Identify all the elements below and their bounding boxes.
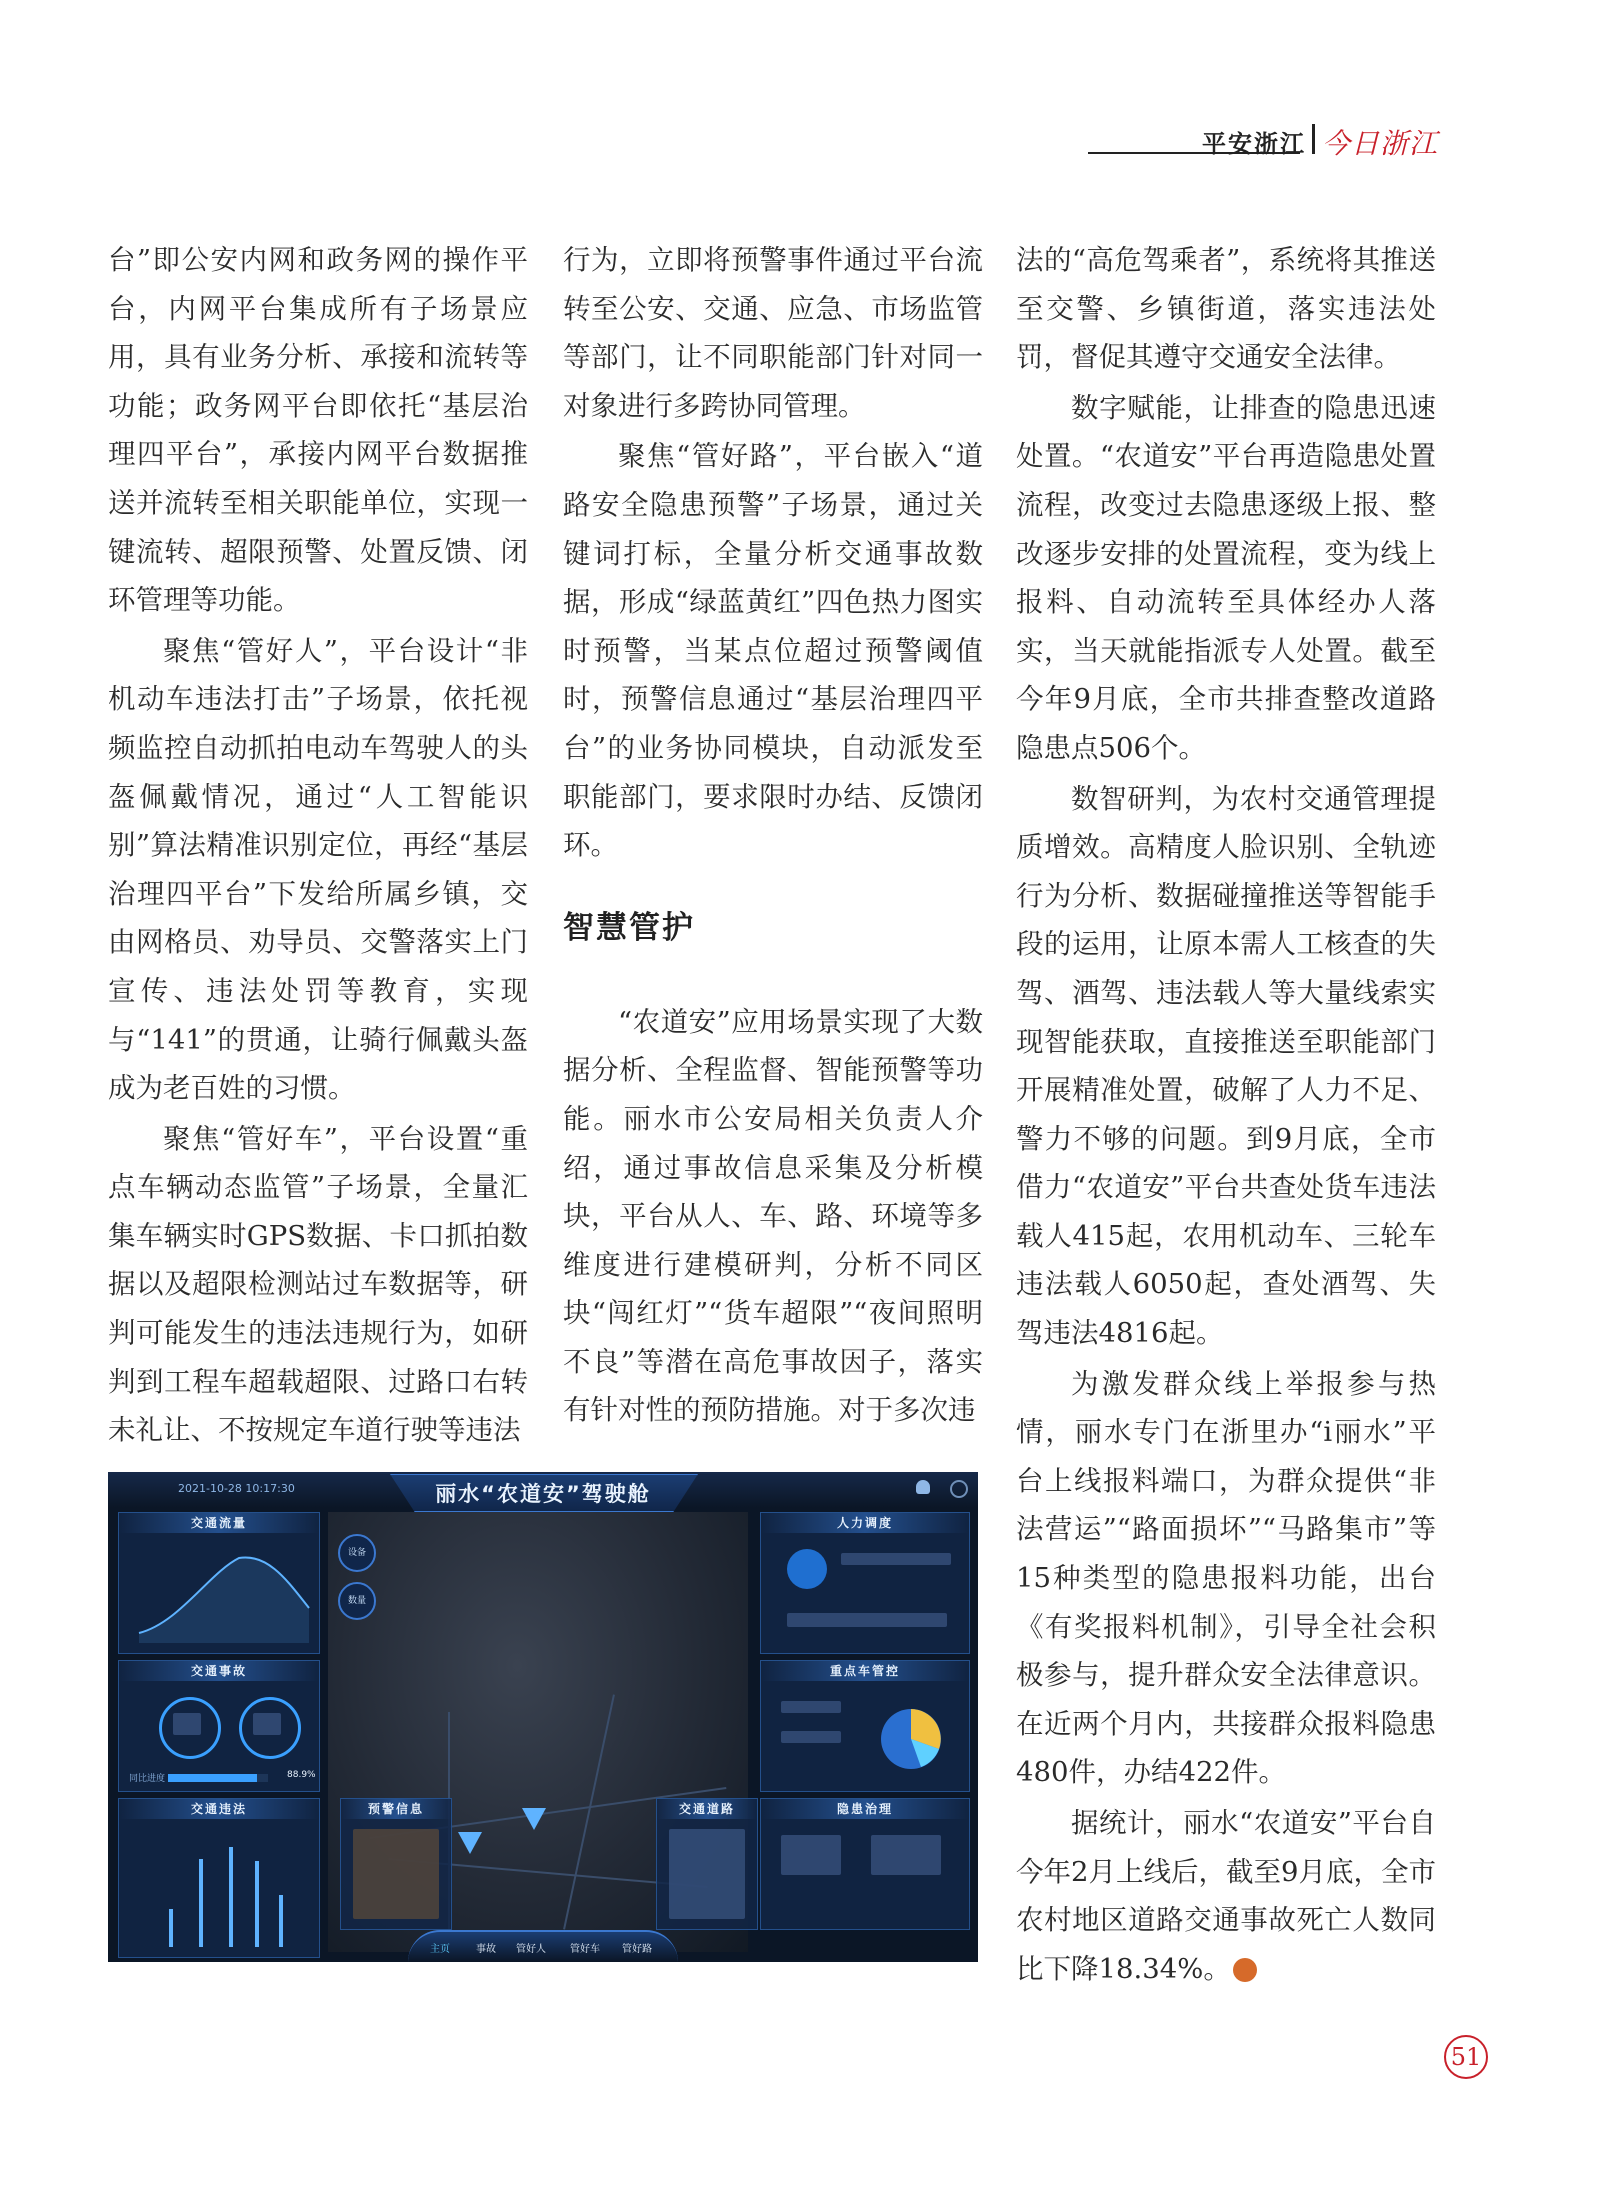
blurred-content [669, 1829, 745, 1919]
header-divider [1312, 124, 1315, 154]
warning-panel [340, 1798, 452, 1930]
gear-icon [950, 1480, 968, 1498]
blurred-content [353, 1829, 439, 1919]
nav-manage-roads[interactable]: 管好路 [622, 1944, 652, 1955]
dashboard-screenshot [108, 1472, 978, 1962]
device-badge: 设备 [338, 1534, 376, 1572]
officer-icon [787, 1549, 827, 1589]
text-column-1 [108, 236, 528, 1457]
panel-title: 交通违法 [119, 1799, 319, 1819]
magazine-logo: 今日浙江 [1322, 127, 1439, 160]
nav-manage-people[interactable]: 管好人 [516, 1944, 546, 1955]
paragraph: “农道安”应用场景实现了大数据分析、全程监督、智能预警等功能。丽水市公安局相关负责人介绍，通过事故信息采集及分析模块，平台从人、车、路、环境等多维度进行建模研判，分析不同区块“闯红灯”“货车超限”“夜间照明不良”等潜在高危事故因子，落实有针对性的预防措施。对于多次违 [563, 1005, 983, 1427]
traffic-violation-panel [118, 1798, 320, 1958]
paragraph: 行为，立即将预警事件通过平台流转至公安、交通、应急、市场监管等部门，让不同职能部门针对同一对象进行多跨协同管理。 [563, 244, 983, 422]
hazard-panel [760, 1798, 970, 1930]
paragraph: 聚焦“管好路”，平台嵌入“道路安全隐患预警”子场景，通过关键词打标，全量分析交通事故数据，形成“绿蓝黄红”四色热力图实时预警，当某点位超过预警阈值时，预警信息通过“基层治理四平台”的业务协同模块，自动派发至职能部门，要求限时办结、反馈闭环。 [563, 440, 983, 862]
section-heading: 智慧管护 [563, 909, 695, 946]
vehicle-pie [761, 1661, 969, 1791]
panel-title: 隐患治理 [761, 1799, 969, 1819]
blurred-value [871, 1835, 941, 1875]
panel-title: 交通事故 [119, 1661, 319, 1681]
end-mark-icon [1233, 1958, 1257, 1982]
blurred-value [781, 1731, 841, 1743]
paragraph: 为激发群众线上举报参与热情，丽水专门在浙里办“i丽水”平台上线报料端口，为群众提供“非法营运”“路面损坏”“马路集市”等15种类型的隐患报料功能，出台《有奖报料机制》，引导全社会积极参与，提升群众安全法律意识。在近两个月内，共接群众报料隐患480件，办结422件。 [1016, 1367, 1436, 1789]
nav-accident[interactable]: 事故 [476, 1944, 496, 1955]
paragraph: 聚焦“管好人”，平台设计“非机动车违法打击”子场景，依托视频监控自动抓拍电动车驾驶人的头盔佩戴情况，通过“人工智能识别”算法精准识别定位，再经“基层治理四平台”下发给所属乡镇，交由网格员、劝导员、交警落实上门宣传、违法处罚等教育，实现与“141”的贯通，让骑行佩戴头盔成为老百姓的习惯。 [108, 634, 528, 1105]
violation-bars [119, 1799, 319, 1957]
progress-value: 88.9% [287, 1770, 316, 1780]
count-badge: 数量 [338, 1582, 376, 1620]
map-marker-icon [458, 1832, 482, 1854]
panel-title: 人力调度 [761, 1513, 969, 1533]
traffic-flow-panel [118, 1512, 320, 1654]
paragraph: 台”即公安内网和政务网的操作平台，内网平台集成所有子场景应用，具有业务分析、承接和流转等功能；政务网平台即依托“基层治理四平台”，承接内网平台数据推送并流转至相关职能单位，实现一键流转、超限预警、处置反馈、闭环管理等功能。 [108, 244, 528, 617]
nav-home[interactable]: 主页 [430, 1944, 450, 1955]
panel-title: 交通流量 [119, 1513, 319, 1533]
panel-title: 交通道路 [657, 1799, 757, 1819]
map-marker-icon [522, 1808, 546, 1830]
dashboard-timestamp: 2021-10-28 10:17:30 [178, 1482, 295, 1495]
nav-manage-vehicles[interactable]: 管好车 [570, 1944, 600, 1955]
paragraph: 法的“高危驾乘者”，系统将其推送至交警、乡镇街道，落实违法处罚，督促其遵守交通安全法律。 [1016, 244, 1436, 374]
final-sentence: 据统计，丽水“农道安”平台自今年2月上线后，截至9月底，全市农村地区道路交通事故死亡人数同比下降18.34%。 [1016, 1807, 1436, 1985]
blurred-value [787, 1613, 947, 1627]
blurred-value [781, 1835, 841, 1875]
progress-label: 同比进度 [129, 1774, 166, 1784]
personnel-panel [760, 1512, 970, 1654]
blurred-value [253, 1713, 281, 1735]
text-column-3 [1016, 236, 1436, 1995]
blurred-value [173, 1713, 201, 1735]
blurred-value [841, 1553, 951, 1565]
flow-curve [119, 1513, 319, 1653]
key-vehicle-panel [760, 1660, 970, 1792]
paragraph: 数字赋能，让排查的隐患迅速处置。“农道安”平台再造隐患处置流程，改变过去隐患逐级上报、整改逐步安排的处置流程，变为线上报料、自动流转至具体经办人落实，当天就能指派专人处置。截至今年9月底，全市共排查整改道路隐患点506个。 [1016, 391, 1436, 764]
progress-fill [168, 1774, 257, 1782]
blurred-value [781, 1701, 841, 1713]
traffic-road-panel [656, 1798, 758, 1930]
map-road [563, 1694, 615, 1929]
paragraph: 数智研判，为农村交通管理提质增效。高精度人脸识别、全轨迹行为分析、数据碰撞推送等智能手段的运用，让原本需人工核查的失驾、酒驾、违法载人等大量线索实现智能获取，直接推送至职能部门开展精准处置，破解了人力不足、警力不够的问题。到9月底，全市借力“农道安”平台共查处货车违法载人415起，农用机动车、三轮车违法载人6050起，查处酒驾、失驾违法4816起。 [1016, 782, 1436, 1350]
traffic-accident-panel [118, 1660, 320, 1792]
paragraph: 聚焦“管好车”，平台设置“重点车辆动态监管”子场景，全量汇集车辆实时GPS数据、卡口抓拍数据以及超限检测站过车数据等，研判可能发生的违法违规行为，如研判到工程车超载超限、过路口右转未礼让、不按规定车道行驶等违法 [108, 1122, 528, 1447]
dashboard-title: 丽水“农道安”驾驶舱 [435, 1482, 651, 1506]
panel-title: 重点车管控 [761, 1661, 969, 1681]
user-icon [916, 1480, 930, 1494]
paragraph [1016, 1799, 1436, 1993]
panel-title: 预警信息 [341, 1799, 451, 1819]
text-column-2 [563, 236, 983, 1437]
page-number: 51 [1444, 2035, 1488, 2079]
section-title: 平安浙江 [1202, 130, 1306, 158]
